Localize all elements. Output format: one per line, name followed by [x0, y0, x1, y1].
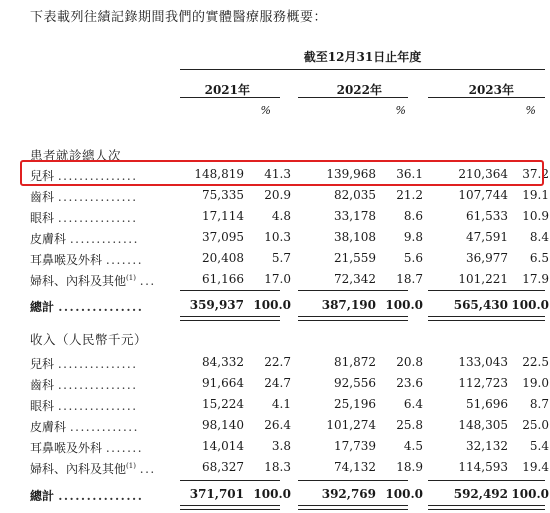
leader-dots: ............. [69, 420, 139, 434]
count-2021-cell: 15,224 [202, 397, 244, 411]
pct-2022-cell: 100.0 [385, 298, 423, 312]
count-2023-cell: 32,132 [466, 439, 508, 453]
row-label-text: 齒科 [30, 190, 55, 204]
pct-2023-cell: 100.0 [511, 298, 549, 312]
table-row [30, 206, 550, 228]
table-row [30, 185, 550, 207]
row-label [30, 230, 139, 247]
intro-text: 下表載列往績記錄期間我們的實體醫療服務概要： [30, 10, 328, 25]
pct-2021-cell: 100.0 [253, 487, 291, 501]
row-label-text: 兒科 [30, 357, 55, 371]
pct-2022-cell: 18.7 [396, 272, 423, 286]
pct-2021-cell: 17.0 [264, 272, 291, 286]
pct-2023-cell: 6.5 [529, 251, 549, 265]
count-2021-cell: 61,166 [202, 272, 244, 286]
revenue-total-underline-2021 [180, 505, 280, 510]
pct-2021-cell: 20.9 [264, 188, 291, 202]
pct-2021-cell: 41.3 [264, 167, 291, 181]
pct-2022-cell: 20.8 [396, 355, 423, 369]
count-2021-cell: 14,014 [202, 439, 244, 453]
count-2022-cell: 33,178 [334, 209, 376, 223]
leader-dots: ............... [57, 211, 138, 225]
year-2022-underline [298, 97, 408, 98]
year-2023-underline [428, 97, 545, 98]
row-label-text: 皮膚科 [30, 232, 67, 246]
row-label-text: 眼科 [30, 399, 55, 413]
table-row [30, 248, 550, 270]
row-label-text: 總計 [30, 489, 55, 503]
pct-2021-cell: 18.3 [264, 460, 291, 474]
pct-2023-cell: 10.9 [522, 209, 549, 223]
pct-2023-cell: 37.2 [522, 167, 549, 181]
count-2022-cell: 101,274 [326, 418, 376, 432]
table-row [30, 436, 550, 458]
table-row [30, 227, 550, 249]
pct-2021-cell: 4.1 [271, 397, 291, 411]
count-2021-cell: 148,819 [194, 167, 244, 181]
row-label [30, 355, 138, 372]
pct-2022-cell: 18.9 [396, 460, 423, 474]
visits-total-topline-2023 [428, 290, 545, 291]
table-row [30, 415, 550, 437]
row-label [30, 251, 143, 268]
pct-header-2022: % [395, 104, 406, 117]
row-label-text: 總計 [30, 300, 55, 314]
row-label [30, 272, 156, 289]
row-label [30, 298, 143, 315]
pct-2023-cell: 100.0 [511, 487, 549, 501]
visits-section-title: 患者就診總人次 [30, 148, 122, 163]
pct-2022-cell: 6.4 [403, 397, 423, 411]
pct-2021-cell: 5.7 [271, 251, 291, 265]
revenue-total-topline-2021 [180, 480, 280, 481]
row-label-text: 皮膚科 [30, 420, 67, 434]
year-2023-header: 2023年 [468, 83, 514, 97]
count-2023-cell: 101,221 [458, 272, 508, 286]
leader-dots: ............... [57, 378, 138, 392]
pct-2021-cell: 10.3 [264, 230, 291, 244]
count-2023-cell: 565,430 [453, 298, 508, 312]
leader-dots: ............... [57, 357, 138, 371]
row-label [30, 188, 138, 205]
total-row [30, 484, 550, 506]
count-2022-cell: 38,108 [334, 230, 376, 244]
period-underline [180, 69, 545, 70]
row-label-text: 齒科 [30, 378, 55, 392]
period-header: 截至12月31日止年度 [303, 50, 422, 64]
row-label-text: 婦科、內科及其他 [30, 462, 127, 476]
pct-2023-cell: 5.4 [529, 439, 549, 453]
pct-2022-cell: 9.8 [403, 230, 423, 244]
count-2021-cell: 91,664 [202, 376, 244, 390]
pct-2021-cell: 22.7 [264, 355, 291, 369]
row-label-text: 兒科 [30, 169, 55, 183]
total-row [30, 295, 550, 317]
count-2022-cell: 17,739 [334, 439, 376, 453]
table-row [30, 373, 550, 395]
row-label-text: 耳鼻喉及外科 [30, 441, 103, 455]
pct-2022-cell: 8.6 [403, 209, 423, 223]
table-row [30, 352, 550, 374]
count-2021-cell: 98,140 [202, 418, 244, 432]
table-row [30, 269, 550, 291]
leader-dots: ... [139, 462, 156, 476]
pct-2021-cell: 3.8 [271, 439, 291, 453]
leader-dots: ............... [58, 300, 144, 314]
count-2021-cell: 37,095 [202, 230, 244, 244]
count-2023-cell: 592,492 [453, 487, 508, 501]
visits-total-underline-2022 [298, 316, 408, 321]
row-label [30, 487, 143, 504]
highlight-box [20, 160, 544, 186]
table-row [30, 394, 550, 416]
row-label [30, 209, 138, 226]
leader-dots: ............... [57, 399, 138, 413]
count-2023-cell: 51,696 [466, 397, 508, 411]
count-2021-cell: 17,114 [202, 209, 244, 223]
pct-2022-cell: 5.6 [403, 251, 423, 265]
pct-2022-cell: 100.0 [385, 487, 423, 501]
count-2022-cell: 72,342 [334, 272, 376, 286]
pct-2023-cell: 19.1 [522, 188, 549, 202]
count-2021-cell: 75,335 [202, 188, 244, 202]
row-label [30, 460, 156, 477]
pct-2022-cell: 23.6 [396, 376, 423, 390]
pct-2023-cell: 17.9 [522, 272, 549, 286]
year-2021-underline [180, 97, 280, 98]
leader-dots: ....... [105, 441, 144, 455]
year-2022-header: 2022年 [336, 83, 382, 97]
pct-2022-cell: 25.8 [396, 418, 423, 432]
pct-header-2023: % [525, 104, 536, 117]
count-2022-cell: 74,132 [334, 460, 376, 474]
count-2022-cell: 21,559 [334, 251, 376, 265]
count-2023-cell: 36,977 [466, 251, 508, 265]
pct-2021-cell: 4.8 [271, 209, 291, 223]
footnote-marker: (1) [126, 462, 136, 470]
pct-header-2021: % [260, 104, 271, 117]
count-2022-cell: 25,196 [334, 397, 376, 411]
table-row [30, 457, 550, 479]
count-2022-cell: 92,556 [334, 376, 376, 390]
revenue-total-topline-2023 [428, 480, 545, 481]
pct-2023-cell: 8.7 [529, 397, 549, 411]
leader-dots: ............... [58, 489, 144, 503]
count-2022-cell: 392,769 [321, 487, 376, 501]
count-2021-cell: 359,937 [189, 298, 244, 312]
leader-dots: ... [139, 274, 156, 288]
revenue-total-underline-2023 [428, 505, 545, 510]
count-2023-cell: 114,593 [458, 460, 508, 474]
row-label [30, 418, 139, 435]
pct-2023-cell: 19.0 [522, 376, 549, 390]
leader-dots: ............... [57, 190, 138, 204]
row-label [30, 397, 138, 414]
count-2023-cell: 107,744 [458, 188, 508, 202]
revenue-section-title: 收入（人民幣千元） [30, 332, 148, 347]
count-2022-cell: 82,035 [334, 188, 376, 202]
count-2023-cell: 210,364 [458, 167, 508, 181]
count-2021-cell: 20,408 [202, 251, 244, 265]
leader-dots: ............. [69, 232, 139, 246]
year-2021-header: 2021年 [204, 83, 250, 97]
visits-total-topline-2022 [298, 290, 408, 291]
pct-2022-cell: 4.5 [403, 439, 423, 453]
revenue-total-topline-2022 [298, 480, 408, 481]
count-2023-cell: 133,043 [458, 355, 508, 369]
pct-2023-cell: 19.4 [522, 460, 549, 474]
count-2021-cell: 68,327 [202, 460, 244, 474]
leader-dots: ....... [105, 253, 144, 267]
row-label-text: 眼科 [30, 211, 55, 225]
pct-2022-cell: 21.2 [396, 188, 423, 202]
visits-total-topline-2021 [180, 290, 280, 291]
pct-2023-cell: 8.4 [529, 230, 549, 244]
row-label-text: 婦科、內科及其他 [30, 274, 127, 288]
visits-total-underline-2021 [180, 316, 280, 321]
row-label [30, 376, 138, 393]
pct-2023-cell: 25.0 [522, 418, 549, 432]
leader-dots: ............... [57, 169, 138, 183]
count-2022-cell: 81,872 [334, 355, 376, 369]
row-label [30, 439, 143, 456]
pct-2021-cell: 26.4 [264, 418, 291, 432]
count-2023-cell: 112,723 [458, 376, 508, 390]
count-2022-cell: 139,968 [326, 167, 376, 181]
count-2023-cell: 47,591 [466, 230, 508, 244]
pct-2021-cell: 24.7 [264, 376, 291, 390]
visits-total-underline-2023 [428, 316, 545, 321]
pct-2021-cell: 100.0 [253, 298, 291, 312]
pct-2022-cell: 36.1 [396, 167, 423, 181]
footnote-marker: (1) [126, 274, 136, 282]
count-2021-cell: 371,701 [189, 487, 244, 501]
count-2022-cell: 387,190 [321, 298, 376, 312]
count-2023-cell: 148,305 [458, 418, 508, 432]
pct-2023-cell: 22.5 [522, 355, 549, 369]
revenue-total-underline-2022 [298, 505, 408, 510]
row-label-text: 耳鼻喉及外科 [30, 253, 103, 267]
count-2023-cell: 61,533 [466, 209, 508, 223]
count-2021-cell: 84,332 [202, 355, 244, 369]
